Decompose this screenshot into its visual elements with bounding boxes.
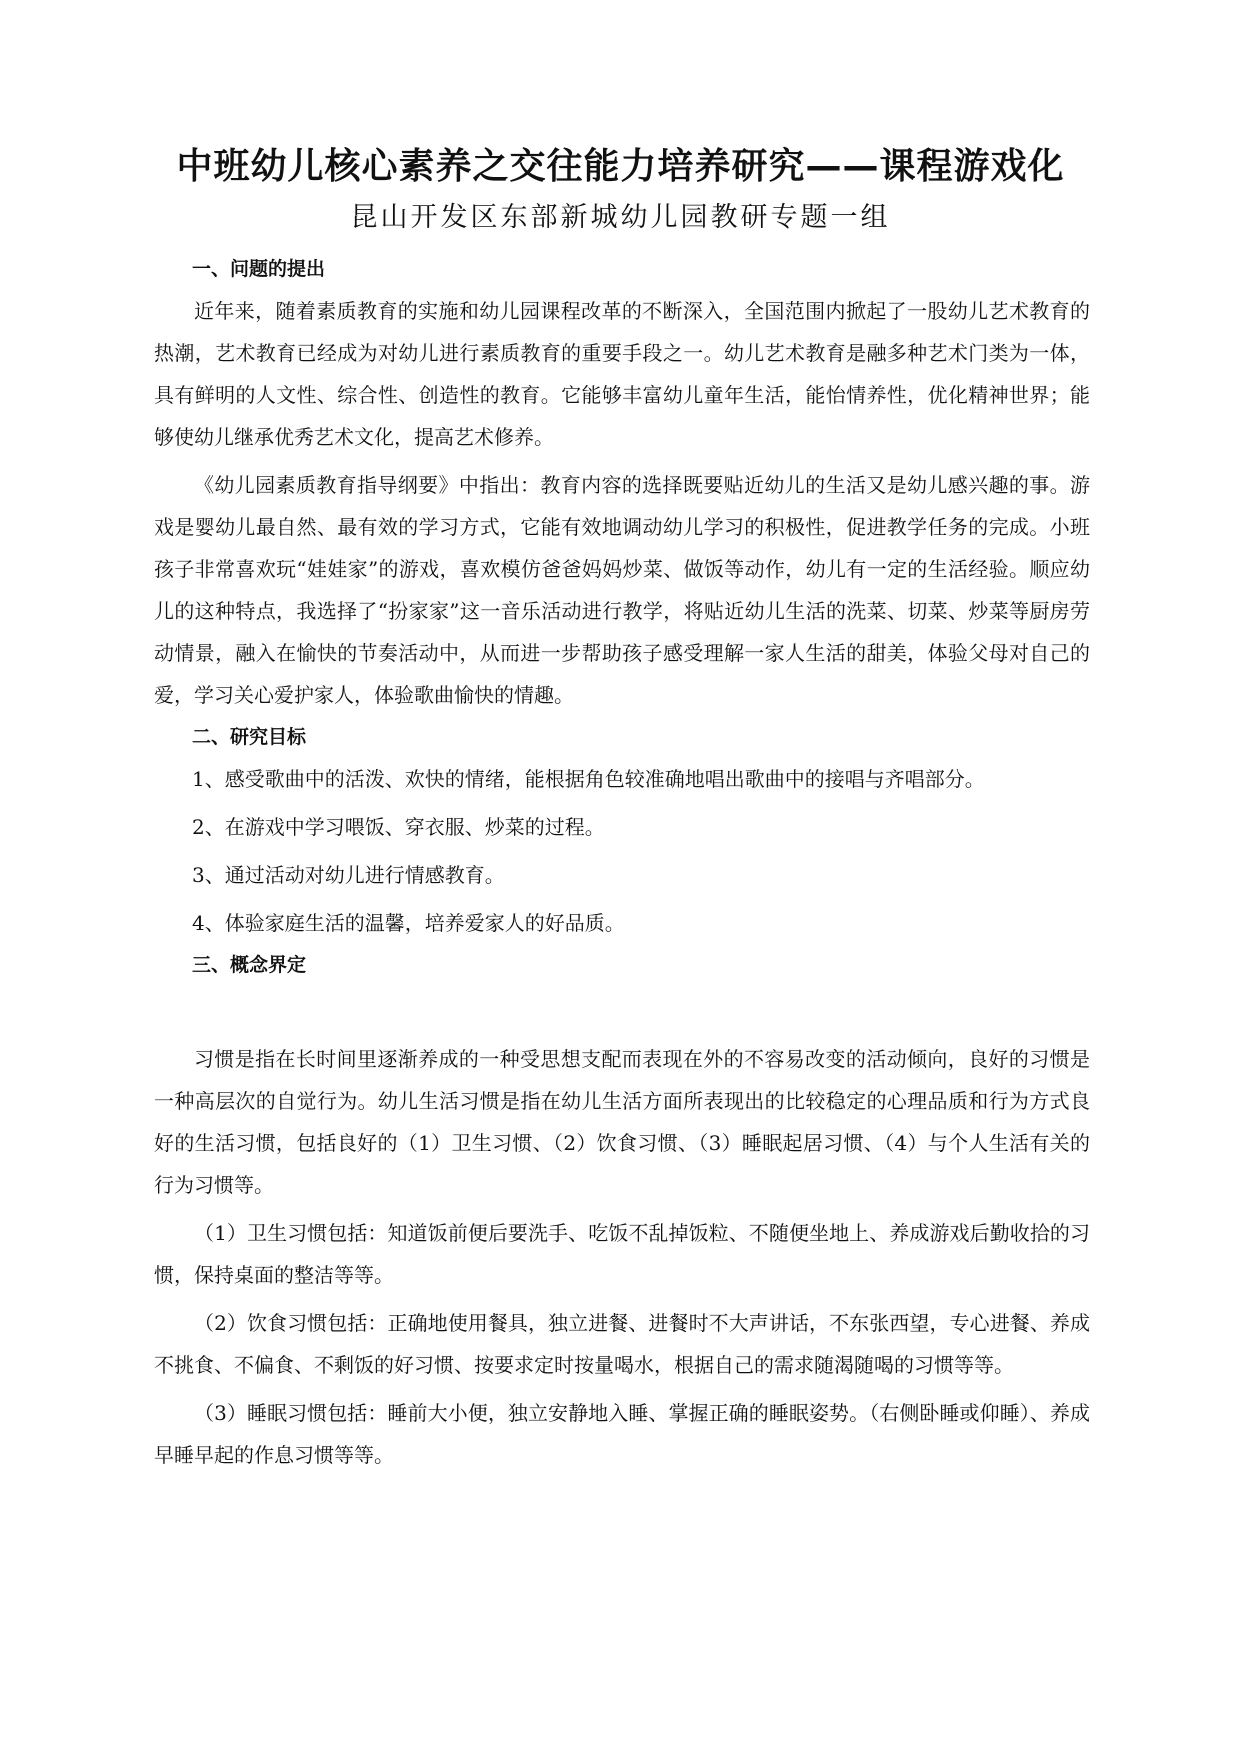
section3-paragraph-3: （2）饮食习惯包括：正确地使用餐具，独立进餐、进餐时不大声讲话，不东张西望，专心进餐、养成不挑食、不偏食、不剩饭的好习惯、按要求定时按量喝水，根据自己的需求随渴随喝的习惯等等。 <box>154 1311 1090 1377</box>
document-title: 中班幼儿核心素养之交往能力培养研究——课程游戏化 <box>176 146 1065 187</box>
blank-spacer <box>154 986 1090 1038</box>
goal-item-4: 4、体验家庭生活的温馨，培养爱家人的好品质。 <box>192 911 625 935</box>
section-heading-definition: 三、概念界定 <box>192 954 307 976</box>
goal-item-3: 3、通过活动对幼儿进行情感教育。 <box>192 863 505 887</box>
section3-paragraph-4: （3）睡眠习惯包括：睡前大小便，独立安静地入睡、掌握正确的睡眠姿势。（右侧卧睡或仰睡）、养成早睡早起的作息习惯等等。 <box>154 1401 1090 1467</box>
section1-paragraph-1: 近年来，随着素质教育的实施和幼儿园课程改革的不断深入，全国范围内掀起了一股幼儿艺术教育的热潮，艺术教育已经成为对幼儿进行素质教育的重要手段之一。幼儿艺术教育是融多种艺术门类为一体，具有鲜明的人文性、综合性、创造性的教育。它能够丰富幼儿童年生活，能怡情养性，优化精神世界；能够使幼儿继承优秀艺术文化，提高艺术修养。 <box>154 299 1090 449</box>
section-heading-problem: 一、问题的提出 <box>192 258 326 280</box>
document-body <box>154 254 1090 1482</box>
goal-item-1: 1、感受歌曲中的活泼、欢快的情绪，能根据角色较准确地唱出歌曲中的接唱与齐唱部分。 <box>192 767 985 791</box>
section3-paragraph-2: （1）卫生习惯包括：知道饭前便后要洗手、吃饭不乱掉饭粒、不随便坐地上、养成游戏后勤收拾的习惯，保持桌面的整洁等等。 <box>154 1221 1090 1287</box>
section1-paragraph-2: 《幼儿园素质教育指导纲要》中指出：教育内容的选择既要贴近幼儿的生活又是幼儿感兴趣的事。游戏是婴幼儿最自然、最有效的学习方式，它能有效地调动幼儿学习的积极性，促进教学任务的完成。小班孩子非常喜欢玩“娃娃家”的游戏，喜欢模仿爸爸妈妈炒菜、做饭等动作，幼儿有一定的生活经验。顺应幼儿的这种特点，我选择了“扮家家”这一音乐活动进行教学，将贴近幼儿生活的洗菜、切菜、炒菜等厨房劳动情景，融入在愉快的节奏活动中，从而进一步帮助孩子感受理解一家人生活的甜美，体验父母对自己的爱，学习关心爱护家人，体验歌曲愉快的情趣。 <box>154 473 1090 707</box>
section3-paragraph-1: 习惯是指在长时间里逐渐养成的一种受思想支配而表现在外的不容易改变的活动倾向，良好的习惯是一种高层次的自觉行为。幼儿生活习惯是指在幼儿生活方面所表现出的比较稳定的心理品质和行为方式良好的生活习惯，包括良好的（1）卫生习惯、（2）饮食习惯、（3）睡眠起居习惯、（4）与个人生活有关的行为习惯等。 <box>154 1047 1090 1197</box>
section-heading-goals: 二、研究目标 <box>192 726 307 748</box>
goal-item-2: 2、在游戏中学习喂饭、穿衣服、炒菜的过程。 <box>192 815 605 839</box>
document-subtitle: 昆山开发区东部新城幼儿园教研专题一组 <box>350 202 891 233</box>
